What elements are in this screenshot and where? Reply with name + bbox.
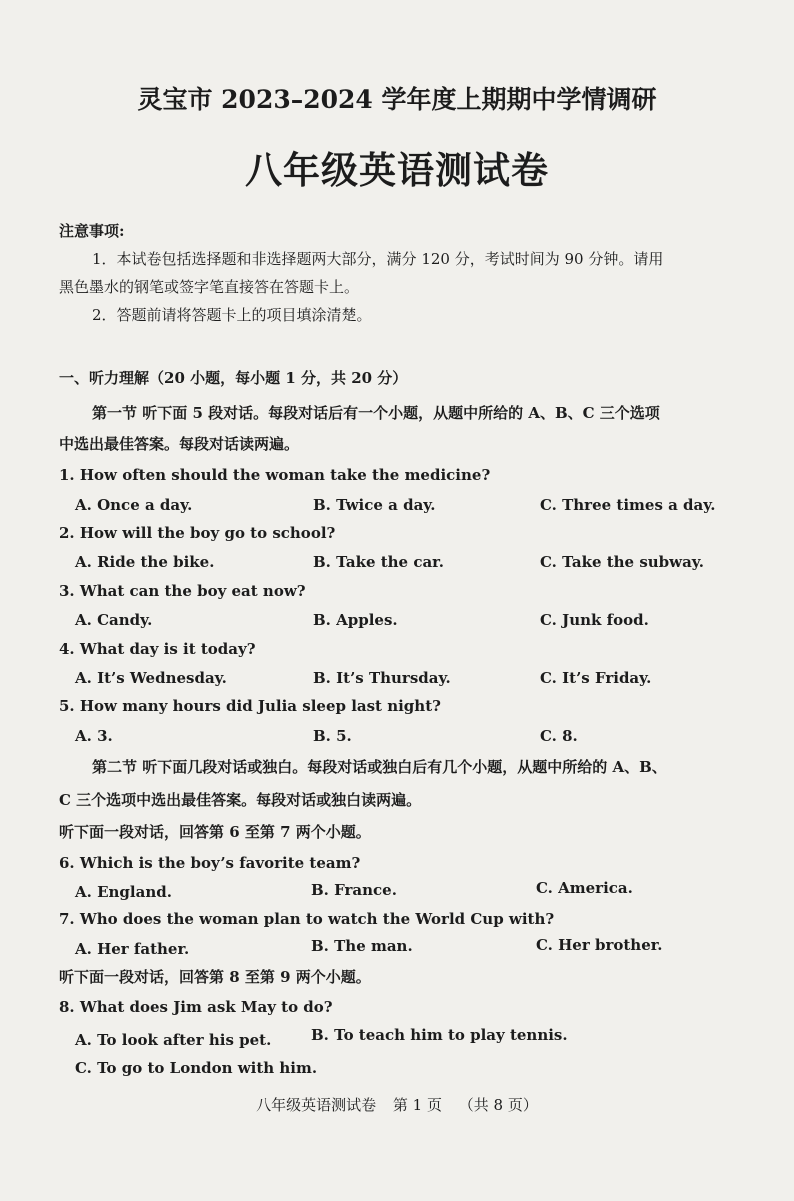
option-c[interactable]: C. Three times a day.: [540, 496, 716, 514]
option-c[interactable]: C. To go to London with him.: [75, 1059, 318, 1077]
option-b[interactable]: B. France.: [311, 881, 397, 899]
option-b[interactable]: B. Take the car.: [313, 553, 444, 571]
option-c[interactable]: C. Junk food.: [540, 611, 649, 629]
section1-heading: 一、听力理解（20 小题，每小题 1 分，共 20 分）: [59, 369, 408, 387]
question-stem: 7. Who does the woman plan to watch the World Cup with?: [59, 910, 555, 928]
part1-instruction-line2: 中选出最佳答案。每段对话读两遍。: [59, 435, 300, 453]
option-a[interactable]: A. Her father.: [75, 940, 190, 958]
question-stem: 8. What does Jim ask May to do?: [59, 998, 333, 1016]
part1-instruction-line1: 第一节 听下面 5 段对话。每段对话后有一个小题，从题中所给的 A、B、C 三个选项: [92, 404, 660, 422]
option-b[interactable]: B. Apples.: [313, 611, 398, 629]
option-a[interactable]: A. Candy.: [75, 611, 153, 629]
notice-item1-line1: 1．本试卷包括选择题和非选择题两大部分，满分 120 分，考试时间为 90 分钟。请用: [92, 250, 664, 268]
option-a[interactable]: A. 3.: [75, 727, 113, 745]
option-a[interactable]: A. England.: [75, 883, 172, 901]
question-stem: 5. How many hours did Julia sleep last night?: [59, 697, 441, 715]
part2-instruction-line2: C 三个选项中选出最佳答案。每段对话或独白读两遍。: [59, 791, 422, 809]
option-a[interactable]: A. Once a day.: [75, 496, 193, 514]
option-c[interactable]: C. Take the subway.: [540, 553, 705, 571]
group-instruction: 听下面一段对话，回答第 8 至第 9 两个小题。: [59, 968, 371, 986]
exam-title-line1: 灵宝市 2023–2024 学年度上期期中学情调研: [137, 85, 657, 114]
option-b[interactable]: B. The man.: [311, 937, 413, 955]
option-c[interactable]: C. America.: [536, 879, 633, 897]
question-stem: 2. How will the boy go to school?: [59, 524, 336, 542]
page-footer: [0, 1094, 794, 1115]
notice-heading: 注意事项:: [59, 222, 125, 240]
footer-page-number: 第 1 页: [392, 1096, 442, 1114]
footer-page-total: （共 8 页）: [458, 1096, 538, 1114]
option-a[interactable]: A. It’s Wednesday.: [75, 669, 227, 687]
notice-item1-line2: 黑色墨水的钢笔或签字笔直接答在答题卡上。: [59, 278, 360, 296]
option-b[interactable]: B. It’s Thursday.: [313, 669, 451, 687]
question-stem: 4. What day is it today?: [59, 640, 256, 658]
part2-instruction-line1: 第二节 听下面几段对话或独白。每段对话或独白后有几个小题，从题中所给的 A、B、: [92, 758, 667, 776]
option-b[interactable]: B. Twice a day.: [313, 496, 436, 514]
option-b[interactable]: B. 5.: [313, 727, 352, 745]
exam-title-line2: 八年级英语测试卷: [245, 148, 549, 192]
footer-exam-name: 八年级英语测试卷: [256, 1096, 377, 1114]
option-c[interactable]: C. Her brother.: [536, 936, 663, 954]
option-c[interactable]: C. It’s Friday.: [540, 669, 652, 687]
option-a[interactable]: A. Ride the bike.: [75, 553, 215, 571]
question-stem: 1. How often should the woman take the medicine?: [59, 466, 491, 484]
notice-item2: 2．答题前请将答题卡上的项目填涂清楚。: [92, 306, 372, 324]
question-stem: 6. Which is the boy’s favorite team?: [59, 854, 361, 872]
option-c[interactable]: C. 8.: [540, 727, 578, 745]
option-a[interactable]: A. To look after his pet.: [75, 1031, 272, 1049]
group-instruction: 听下面一段对话，回答第 6 至第 7 两个小题。: [59, 823, 371, 841]
option-b[interactable]: B. To teach him to play tennis.: [311, 1026, 568, 1044]
question-stem: 3. What can the boy eat now?: [59, 582, 306, 600]
